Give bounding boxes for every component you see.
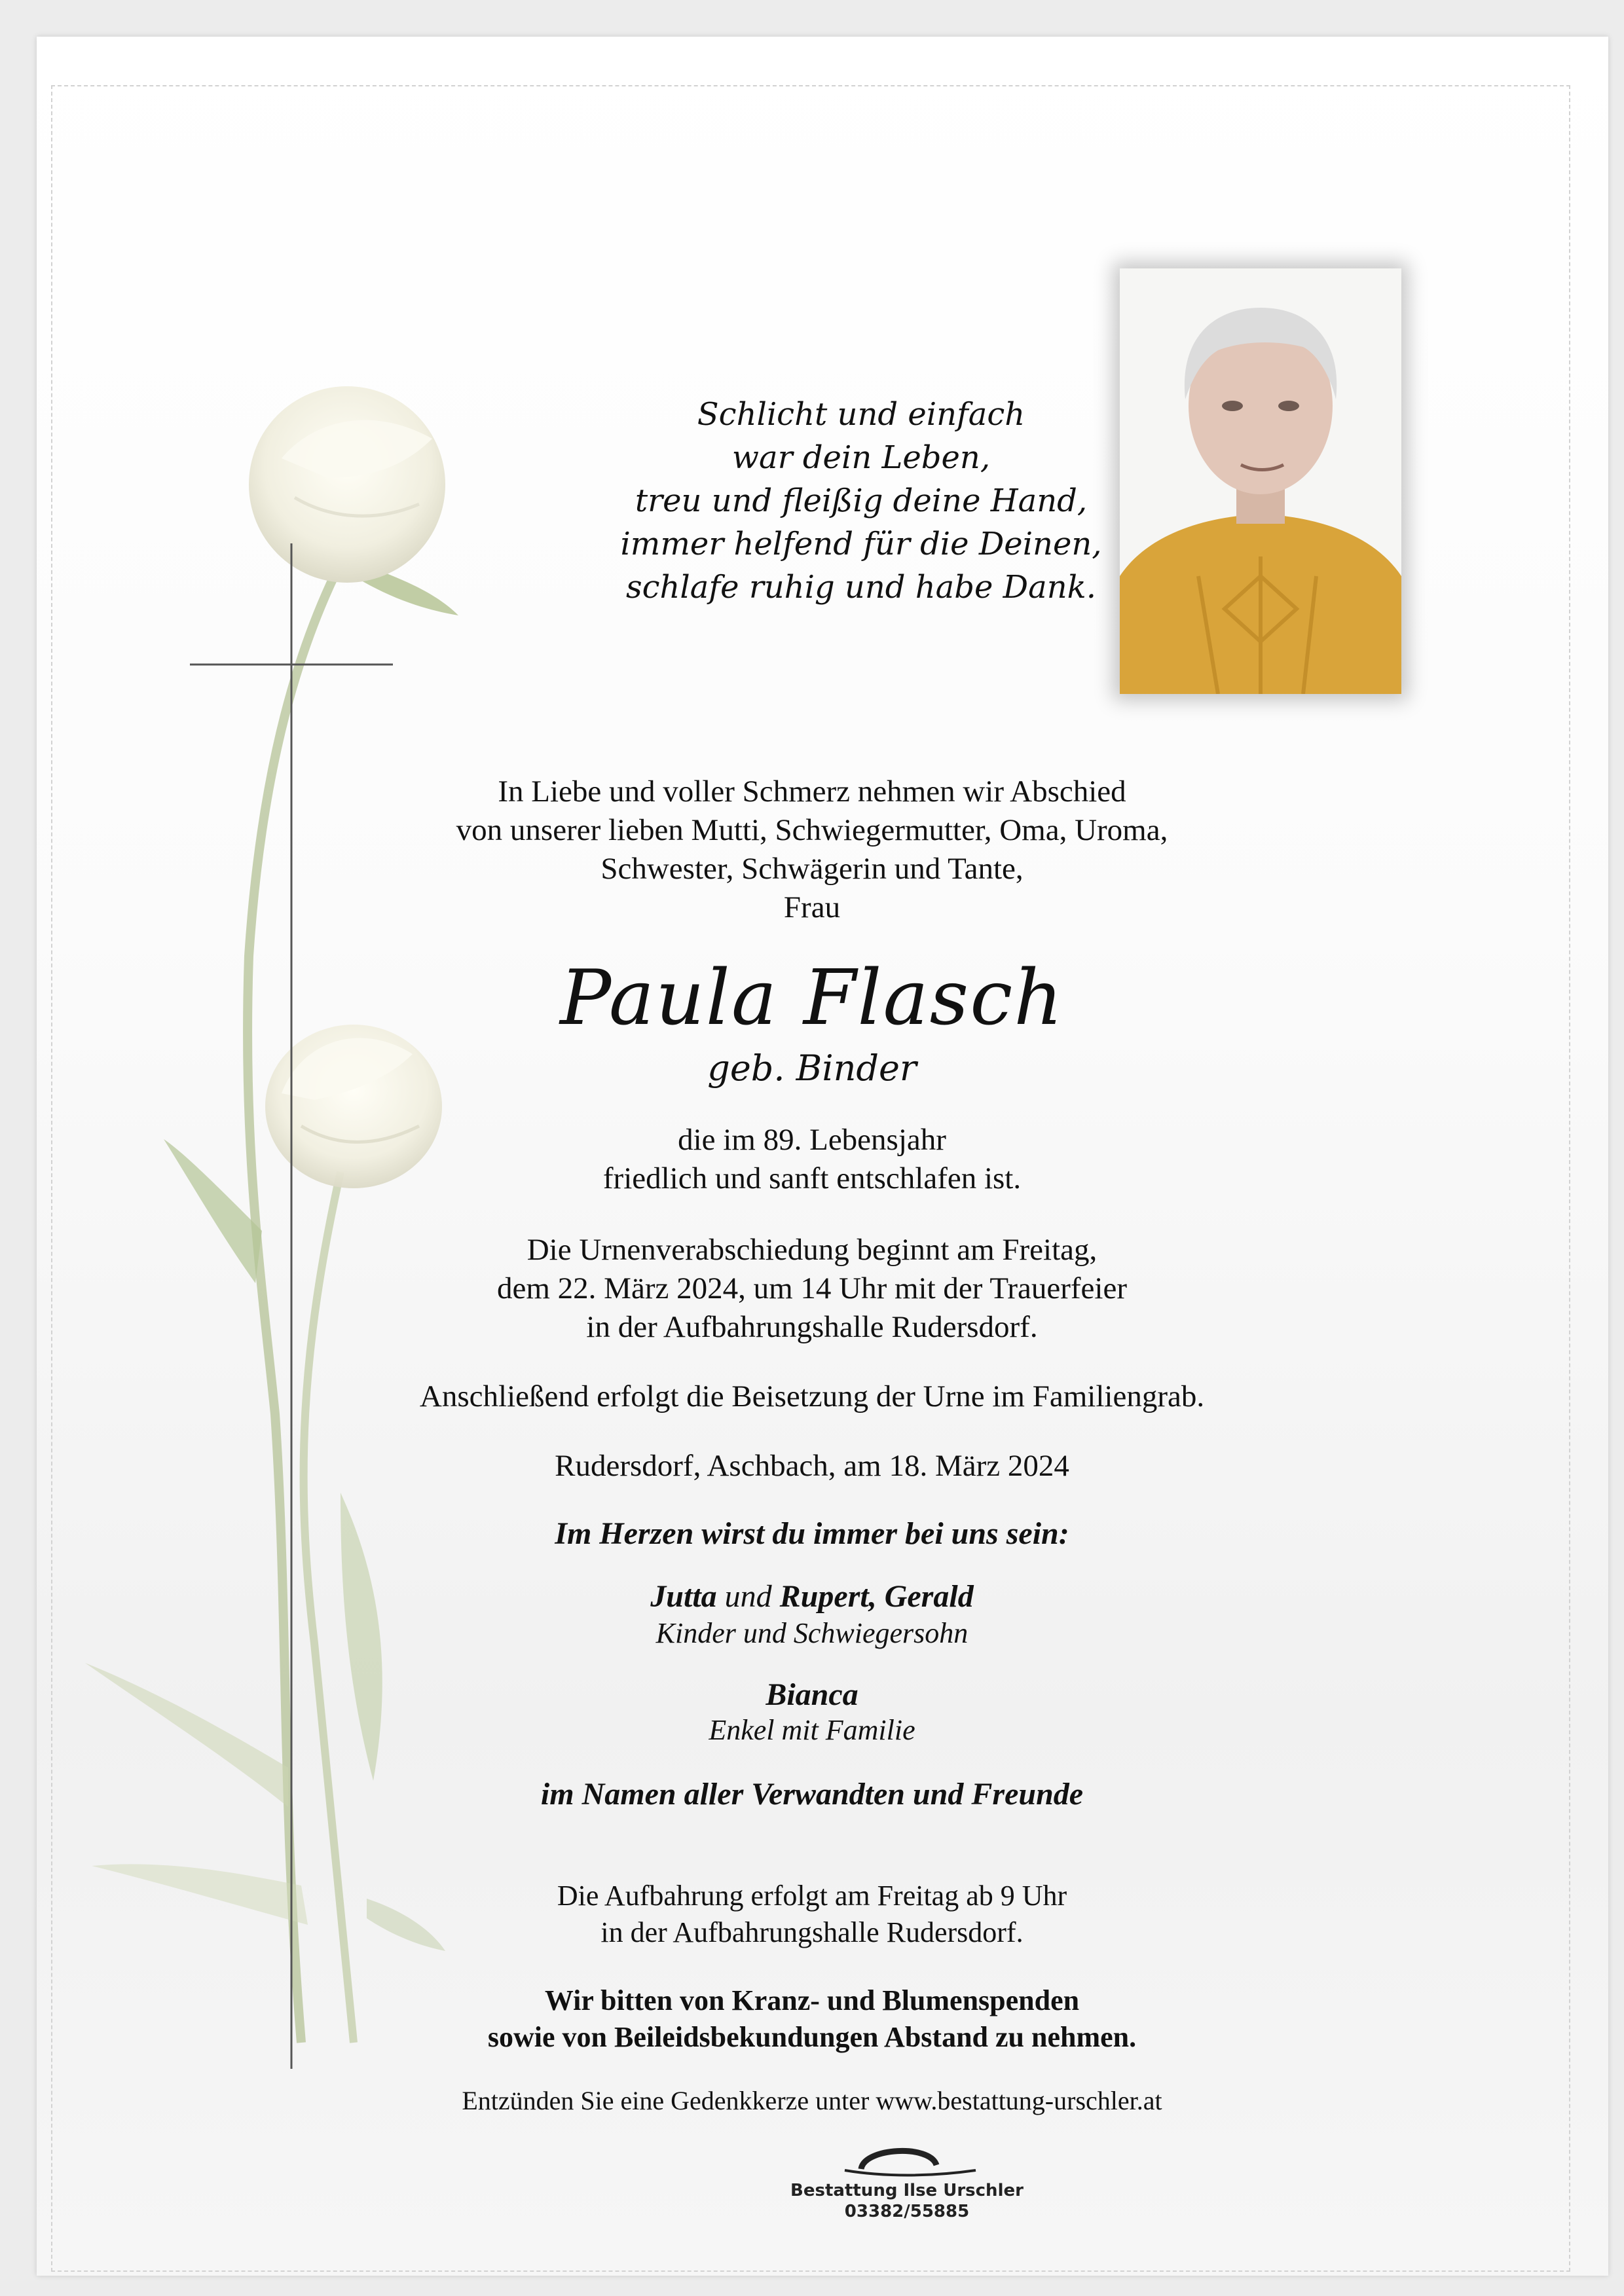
viewing-line: Die Aufbahrung erfolgt am Freitag ab 9 Uhr	[557, 1880, 1067, 1912]
birth-name: geb. Binder	[707, 1048, 917, 1089]
mourners-heading: Im Herzen wirst du immer bei uns sein:	[555, 1516, 1069, 1551]
intro-line: Schwester, Schwägerin und Tante,	[600, 852, 1024, 886]
mourner-group-names	[0, 1578, 1624, 1616]
viewing-line: in der Aufbahrungshalle Rudersdorf.	[600, 1916, 1024, 1948]
ceremony-text	[0, 1231, 1624, 1347]
mourner-relation: Kinder und Schwiegersohn	[655, 1617, 969, 1649]
ceremony-line: in der Aufbahrungshalle Rudersdorf.	[586, 1310, 1038, 1344]
mourner-name: Bianca	[766, 1677, 858, 1712]
intro-line: von unserer lieben Mutti, Schwiegermutter, Oma, Uroma,	[456, 813, 1168, 847]
funeral-home-logo	[760, 2144, 1054, 2221]
funeral-home-name: Bestattung Ilse Urschler	[790, 2181, 1024, 2200]
death-line: friedlich und sanft entschlafen ist.	[602, 1161, 1022, 1195]
candle-link[interactable]: Entzünden Sie eine Gedenkkerze unter www.bestattung-urschler.at	[462, 2086, 1162, 2115]
ceremony-line: dem 22. März 2024, um 14 Uhr mit der Trauerfeier	[497, 1271, 1127, 1305]
ceremony-line: Die Urnenverabschiedung beginnt am Freitag,	[526, 1233, 1098, 1267]
poem-line: war dein Leben,	[731, 439, 991, 476]
portrait-illustration	[1120, 268, 1401, 694]
place-date: Rudersdorf, Aschbach, am 18. März 2024	[555, 1449, 1069, 1483]
funeral-home-phone: 03382/55885	[844, 2202, 970, 2221]
memorial-poem	[498, 393, 1225, 609]
viewing-text	[0, 1878, 1624, 1951]
poem-line: immer helfend für die Deinen,	[620, 526, 1102, 562]
mourner-name: Jutta	[650, 1579, 717, 1614]
death-line: die im 89. Lebensjahr	[678, 1123, 946, 1157]
intro-line: In Liebe und voller Schmerz nehmen wir Abschied	[498, 774, 1126, 809]
poem-line: treu und fleißig deine Hand,	[635, 483, 1088, 519]
request-line: Wir bitten von Kranz- und Blumenspenden	[544, 1984, 1080, 2016]
intro-text	[0, 773, 1624, 927]
request-line: sowie von Beileidsbekundungen Abstand zu nehmen.	[487, 2021, 1137, 2053]
mourner-connector: und	[724, 1579, 772, 1614]
portrait-photo	[1120, 268, 1401, 694]
mourner-relation: Enkel mit Familie	[709, 1714, 915, 1746]
burial-text: Anschließend erfolgt die Beisetzung der Urne im Familiengrab.	[419, 1379, 1205, 1413]
donation-request	[0, 1982, 1624, 2056]
mourner-name: Rupert, Gerald	[779, 1579, 974, 1614]
deceased-name: Paula Flasch	[560, 954, 1064, 1042]
poem-line: Schlicht und einfach	[697, 396, 1025, 433]
poem-line: schlafe ruhig und habe Dank.	[625, 569, 1097, 606]
mourners-closing: im Namen aller Verwandten und Freunde	[540, 1777, 1084, 1812]
intro-line: Frau	[783, 890, 841, 924]
death-text	[0, 1121, 1624, 1198]
rose-decoration	[65, 367, 485, 2082]
logo-arc-icon	[760, 2144, 1054, 2177]
